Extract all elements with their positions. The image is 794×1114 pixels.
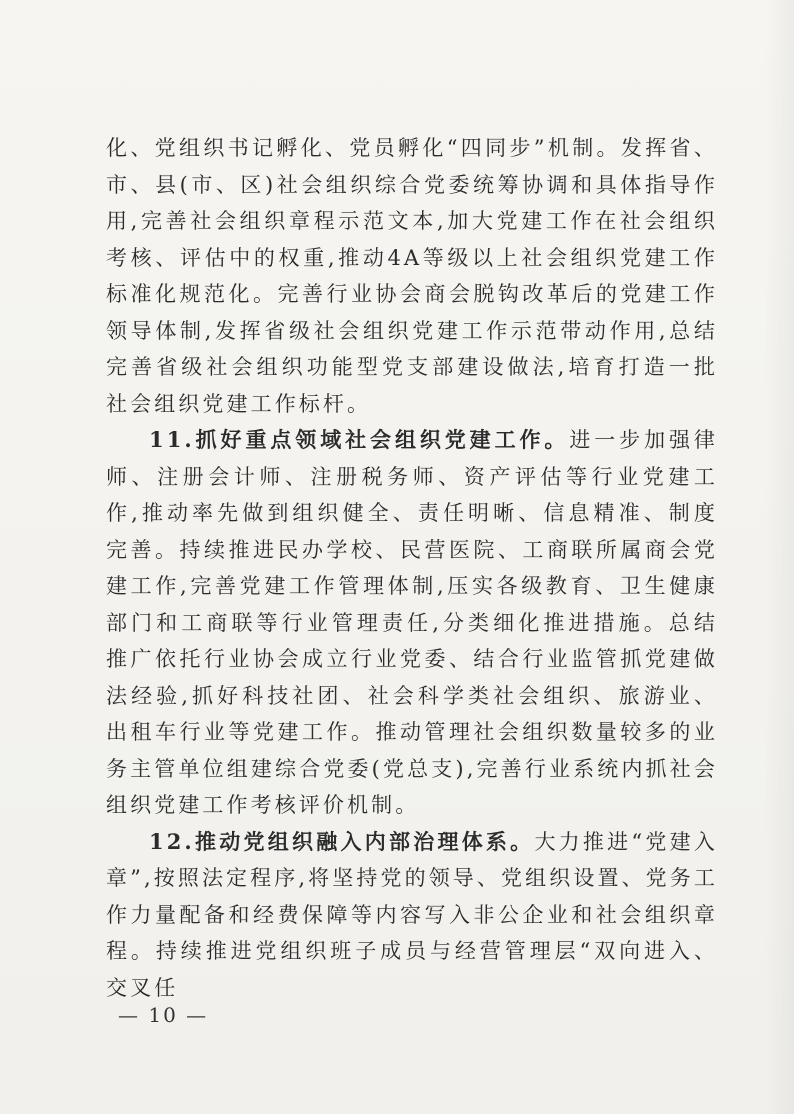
item-11-heading: 11.抓好重点领域社会组织党建工作。 bbox=[149, 427, 570, 452]
paragraph-item-12 bbox=[106, 824, 718, 1007]
page-edge-shadow bbox=[764, 0, 794, 1114]
item-12-heading: 12.推动党组织融入内部治理体系。 bbox=[149, 828, 535, 854]
item-11-body: 进一步加强律师、注册会计师、注册税务师、资产评估等行业党建工作,推动率先做到组织健全、责任明晰、信息精准、制度完善。持续推进民办学校、民营医院、工商联所属商会党建工作,完善党建工作管理体制,压实各级教育、卫生健康部门和工商联等行业管理责任,分类细化推进措施。总结推广依托行业协会成立行业党委、结合行业监管抓党建做法经验,抓好科技社团、社会科学类社会组织、旅游业、出租车行业等党建工作。推动管理社会组织数量较多的业务主管单位组建综合党委(党总支),完善行业系统内抓社会组织党建工作考核评价机制。 bbox=[106, 428, 718, 817]
paragraph-item-11 bbox=[106, 422, 718, 824]
paragraph-continuation: 化、党组织书记孵化、党员孵化“四同步”机制。发挥省、市、县(市、区)社会组织综合党委统筹协调和具体指导作用,完善社会组织章程示范文本,加大党建工作在社会组织考核、评估中的权重,推动4A等级以上社会组织党建工作标准化规范化。完善行业协会商会脱钩改革后的党建工作领导体制,发挥省级社会组织党建工作示范带动作用,总结完善省级社会组织功能型党支部建设做法,培育打造一批社会组织党建工作标杆。 bbox=[106, 136, 718, 416]
page-number: — 10 — bbox=[118, 1003, 209, 1027]
item-12-body: 大力推进“党建入章”,按照法定程序,将坚持党的领导、党组织设置、党务工作力量配备和经费保障等内容写入非公企业和社会组织章程。持续推进党组织班子成员与经营管理层“双向进入、交叉任 bbox=[106, 829, 718, 1000]
body-text bbox=[106, 130, 718, 1006]
